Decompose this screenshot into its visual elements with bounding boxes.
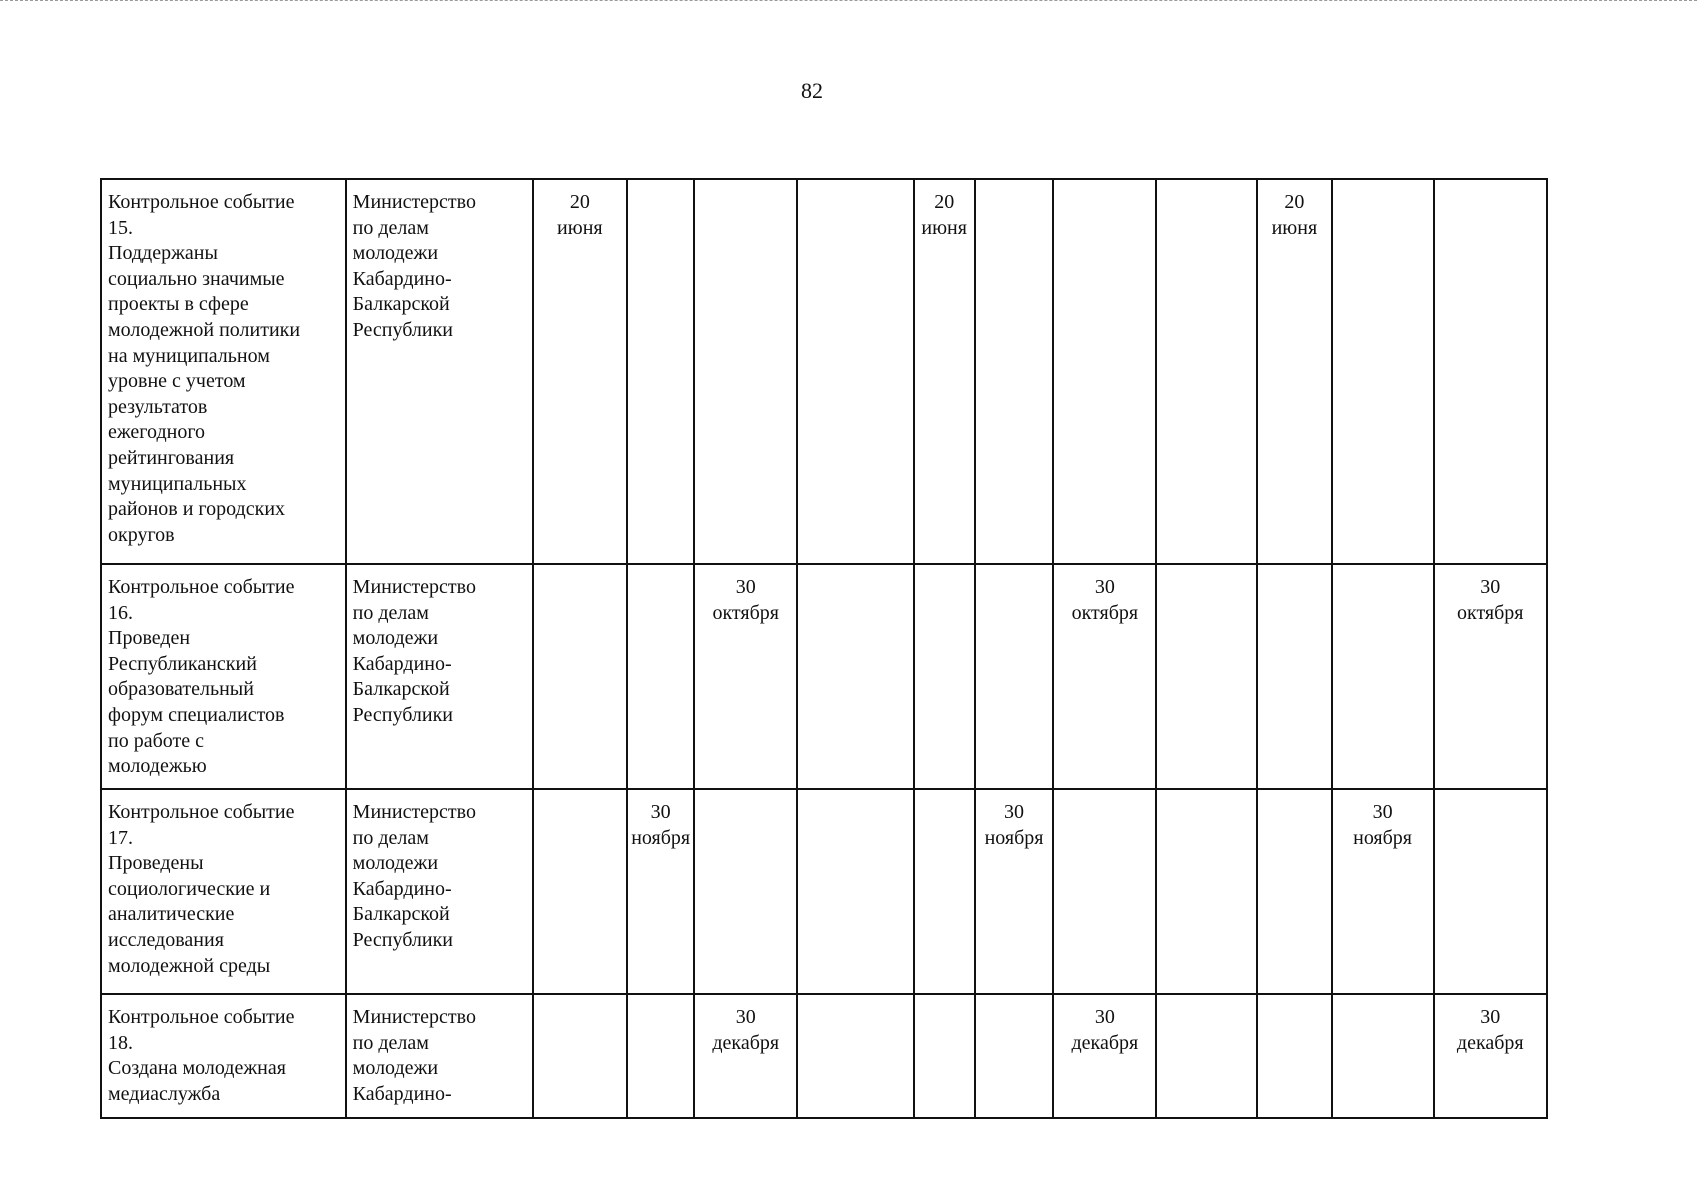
event-description-cell <box>101 564 346 789</box>
schedule-cell <box>797 994 914 1118</box>
schedule-cell <box>1053 179 1156 564</box>
schedule-cell <box>1156 994 1257 1118</box>
deadline-day: 30 <box>1004 801 1025 823</box>
control-events-table <box>100 178 1548 1119</box>
event-description-line: результатов <box>108 395 208 418</box>
responsible-executor-line: молодежи <box>352 1057 439 1080</box>
event-description-line: уровне с учетом <box>108 370 246 393</box>
responsible-executor-cell <box>346 994 533 1118</box>
schedule-cell <box>1257 564 1332 789</box>
deadline-month: ноября <box>984 826 1044 849</box>
schedule-cell <box>914 994 975 1118</box>
event-description-line: образовательный <box>108 678 254 701</box>
deadline-day: 30 <box>650 801 671 823</box>
responsible-executor-cell <box>346 179 533 564</box>
schedule-cell <box>914 789 975 994</box>
responsible-executor-line: Кабардино- <box>352 267 452 290</box>
deadline-day: 20 <box>1284 191 1305 213</box>
deadline-month: октября <box>1071 601 1139 624</box>
event-description-line: Поддержаны <box>108 242 218 265</box>
event-description-line: социологические и <box>108 877 271 900</box>
deadline-day: 30 <box>1480 576 1501 598</box>
deadline-day: 30 <box>1094 1006 1115 1028</box>
responsible-executor-line: молодежи <box>352 852 439 875</box>
event-description-line: по работе с <box>108 729 204 752</box>
schedule-cell <box>694 789 797 994</box>
deadline-day: 30 <box>735 1006 756 1028</box>
table-row <box>101 179 1547 564</box>
responsible-executor-line: по делам <box>352 826 429 849</box>
responsible-executor-line: Балкарской <box>352 903 450 926</box>
event-description-line: форум специалистов <box>108 703 285 726</box>
schedule-cell <box>627 789 694 994</box>
event-description-cell <box>101 994 346 1118</box>
responsible-executor-line: Балкарской <box>352 293 450 316</box>
schedule-cell <box>797 789 914 994</box>
deadline-month: декабря <box>1456 1031 1524 1054</box>
schedule-cell <box>1332 564 1434 789</box>
event-description-cell <box>101 789 346 994</box>
deadline-month: октября <box>1456 601 1524 624</box>
schedule-cell <box>1257 179 1332 564</box>
table-row <box>101 994 1547 1118</box>
event-description-line: Контрольное событие <box>108 576 295 598</box>
event-description-line: районов и городских <box>108 498 286 521</box>
deadline-month: июня <box>1271 216 1318 239</box>
deadline-day: 20 <box>934 191 955 213</box>
schedule-cell <box>1053 564 1156 789</box>
schedule-cell <box>975 179 1054 564</box>
responsible-executor-line: Министерство <box>352 1006 476 1028</box>
schedule-cell <box>533 179 628 564</box>
schedule-cell <box>1434 789 1548 994</box>
responsible-executor-line: по делам <box>352 216 429 239</box>
schedule-cell <box>797 564 914 789</box>
schedule-cell <box>1156 789 1257 994</box>
event-description-line: 16. <box>108 601 133 624</box>
schedule-cell <box>1332 994 1434 1118</box>
schedule-cell <box>1257 789 1332 994</box>
event-description-line: Контрольное событие <box>108 801 295 823</box>
schedule-cell <box>1257 994 1332 1118</box>
table-row <box>101 564 1547 789</box>
schedule-cell <box>1332 179 1434 564</box>
event-description-line: Проведен <box>108 627 191 650</box>
schedule-cell <box>1332 789 1434 994</box>
table-row <box>101 789 1547 994</box>
event-description-line: ежегодного <box>108 421 206 444</box>
event-description-line: муниципальных <box>108 472 247 495</box>
event-description-line: 17. <box>108 826 133 849</box>
schedule-cell <box>533 564 628 789</box>
event-description-line: молодежной политики <box>108 318 301 341</box>
schedule-cell <box>533 994 628 1118</box>
event-description-line: социально значимые <box>108 267 285 290</box>
schedule-cell <box>1434 994 1548 1118</box>
event-description-line: Проведены <box>108 852 204 875</box>
deadline-month: декабря <box>712 1031 780 1054</box>
schedule-cell <box>1434 564 1548 789</box>
event-description-line: проекты в сфере <box>108 293 249 316</box>
event-description-line: исследования <box>108 928 224 951</box>
deadline-day: 20 <box>569 191 590 213</box>
schedule-cell <box>627 179 694 564</box>
schedule-cell <box>627 994 694 1118</box>
responsible-executor-line: Республики <box>352 703 454 726</box>
schedule-cell <box>1053 789 1156 994</box>
responsible-executor-cell <box>346 789 533 994</box>
deadline-month: декабря <box>1071 1031 1139 1054</box>
schedule-cell <box>627 564 694 789</box>
deadline-month: ноября <box>1353 826 1413 849</box>
schedule-cell <box>1053 994 1156 1118</box>
responsible-executor-line: молодежи <box>352 242 439 265</box>
responsible-executor-line: Республики <box>352 928 454 951</box>
schedule-cell <box>694 564 797 789</box>
schedule-cell <box>694 994 797 1118</box>
responsible-executor-line: Кабардино- <box>352 652 452 675</box>
schedule-cell <box>1156 564 1257 789</box>
responsible-executor-line: по делам <box>352 601 429 624</box>
event-description-cell <box>101 179 346 564</box>
schedule-cell <box>1434 179 1548 564</box>
scan-edge-line <box>0 0 1697 4</box>
responsible-executor-line: Министерство <box>352 801 476 823</box>
schedule-cell <box>1156 179 1257 564</box>
event-description-line: рейтингования <box>108 446 235 469</box>
event-description-line: 15. <box>108 216 133 239</box>
responsible-executor-line: Министерство <box>352 576 476 598</box>
responsible-executor-line: Кабардино- <box>352 877 452 900</box>
event-description-line: аналитические <box>108 903 235 926</box>
responsible-executor-line: Балкарской <box>352 678 450 701</box>
page-number: 82 <box>801 78 823 103</box>
event-description-line: молодежной среды <box>108 954 271 977</box>
deadline-month: ноября <box>631 826 691 849</box>
event-description-line: медиаслужба <box>108 1082 221 1105</box>
schedule-cell <box>914 564 975 789</box>
schedule-cell <box>914 179 975 564</box>
deadline-day: 30 <box>1094 576 1115 598</box>
schedule-cell <box>533 789 628 994</box>
responsible-executor-line: молодежи <box>352 627 439 650</box>
schedule-cell <box>797 179 914 564</box>
event-description-line: молодежью <box>108 755 207 778</box>
responsible-executor-cell <box>346 564 533 789</box>
schedule-cell <box>975 564 1054 789</box>
deadline-month: июня <box>921 216 967 239</box>
responsible-executor-line: Кабардино- <box>352 1082 452 1105</box>
event-description-line: 18. <box>108 1031 133 1054</box>
schedule-cell <box>694 179 797 564</box>
event-description-line: на муниципальном <box>108 344 270 367</box>
event-description-line: Создана молодежная <box>108 1057 286 1080</box>
deadline-day: 30 <box>1480 1006 1501 1028</box>
responsible-executor-line: Министерство <box>352 191 476 213</box>
schedule-cell <box>975 789 1054 994</box>
deadline-day: 30 <box>735 576 756 598</box>
schedule-cell <box>975 994 1054 1118</box>
deadline-day: 30 <box>1372 801 1393 823</box>
responsible-executor-line: Республики <box>352 318 454 341</box>
responsible-executor-line: по делам <box>352 1031 429 1054</box>
event-description-line: Республиканский <box>108 652 257 675</box>
event-description-line: Контрольное событие <box>108 1006 295 1028</box>
deadline-month: июня <box>557 216 603 239</box>
deadline-month: октября <box>712 601 779 624</box>
event-description-line: Контрольное событие <box>108 191 295 213</box>
event-description-line: округов <box>108 523 175 546</box>
